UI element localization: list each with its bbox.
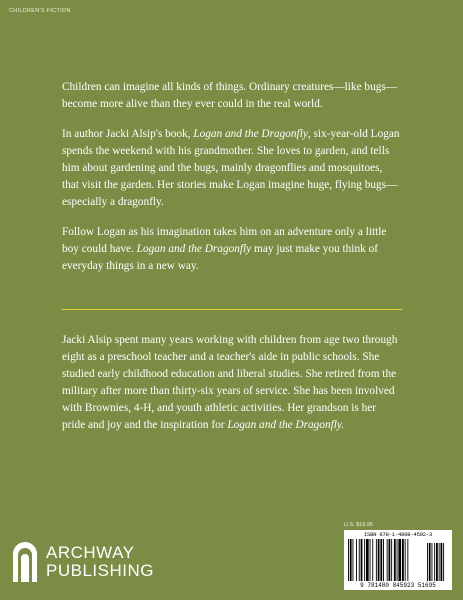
ean-digits: 9 781480 845923 [360, 582, 415, 589]
barcode-bar [405, 539, 406, 581]
blurb-paragraph-3 [62, 224, 402, 275]
price-addon-digits: 51695 [417, 582, 436, 589]
publisher-name [46, 544, 154, 580]
barcode-addon-bar [427, 543, 428, 581]
barcode-bar [407, 539, 408, 581]
barcode-bar [398, 539, 401, 581]
isbn-label: ISBN 978-1-4808-4592-3 [363, 531, 433, 538]
barcode-bar [372, 539, 373, 581]
barcode-addon-bar [432, 543, 433, 581]
blurb-text: may just make you think of everyday things in a new way. [62, 243, 378, 272]
blurb-text: In author Jacki Alsip's book, [62, 128, 194, 140]
barcode-addon-bar [436, 543, 438, 581]
barcode-bar [383, 539, 384, 581]
barcode-number [346, 582, 450, 589]
barcode-bar [348, 539, 349, 581]
back-cover-blurb [62, 79, 402, 288]
barcode-block [344, 530, 452, 590]
barcode-addon-bar [443, 543, 444, 581]
barcode-icon [348, 539, 448, 581]
book-title: Logan and the Dragonfly [136, 243, 252, 255]
barcode-bar [366, 539, 369, 581]
blurb-text: Follow Logan as his imagination takes him on an adventure only a little boy could have. [62, 226, 387, 255]
barcode-bar [364, 539, 365, 581]
barcode-bar [378, 539, 380, 581]
publisher-logo [12, 542, 154, 582]
price-label: U.S. $16.95 [344, 522, 374, 528]
barcode-bar [394, 539, 396, 581]
author-bio-paragraph [62, 332, 402, 434]
barcode-bar [370, 539, 371, 581]
barcode-addon-bar [439, 543, 440, 581]
barcode-bar [397, 539, 398, 581]
publisher-name-line1: ARCHWAY [46, 543, 135, 562]
blurb-paragraph-1: Children can imagine all kinds of things. Ordinary creatures—like bugs—become more alive than they ever could in the real world. [62, 81, 398, 110]
book-title: Logan and the Dragonfly [193, 128, 308, 140]
archway-logo-icon [12, 542, 38, 582]
barcode-bar [376, 539, 377, 581]
book-title: Logan and the Dragonfly. [227, 419, 345, 431]
barcode-addon-bar [441, 543, 443, 581]
barcode-bar [391, 539, 392, 581]
barcode-bar [361, 539, 363, 581]
bio-text: Jacki Alsip spent many years working with children from age two through eight as a preschool teacher and a teacher's aide in public schools. She studied early childhood education and liberal studies. She retired from the military after more than thirty-six years of service. She has been involved with Brownies, 4-H, and youth athletic activities. Her grandson is her pride and joy and the inspiration for [62, 334, 398, 431]
blurb-text: , six-year-old Logan spends the weekend with his grandmother. She loves to garden, and tells him about gardening and the bugs, mainly dragonflies and mosquitoes, that visit the garden. Her stories make Logan imagine huge, flying bugs—especially a dragonfly. [62, 128, 400, 208]
barcode-bar [359, 539, 360, 581]
barcode-addon-bar [434, 543, 435, 581]
publisher-name-line2: PUBLISHING [46, 561, 154, 580]
divider-line [62, 309, 402, 310]
barcode-bar [356, 539, 357, 581]
author-bio [62, 332, 402, 434]
barcode-bar [389, 539, 391, 581]
barcode-bar [350, 539, 352, 581]
genre-label: CHILDREN'S FICTION [9, 8, 71, 14]
barcode-bar [387, 539, 388, 581]
barcode-bar [402, 539, 404, 581]
blurb-paragraph-2 [62, 126, 402, 211]
barcode-bar [353, 539, 354, 581]
barcode-addon-bar [429, 543, 431, 581]
barcode-bar [380, 539, 382, 581]
